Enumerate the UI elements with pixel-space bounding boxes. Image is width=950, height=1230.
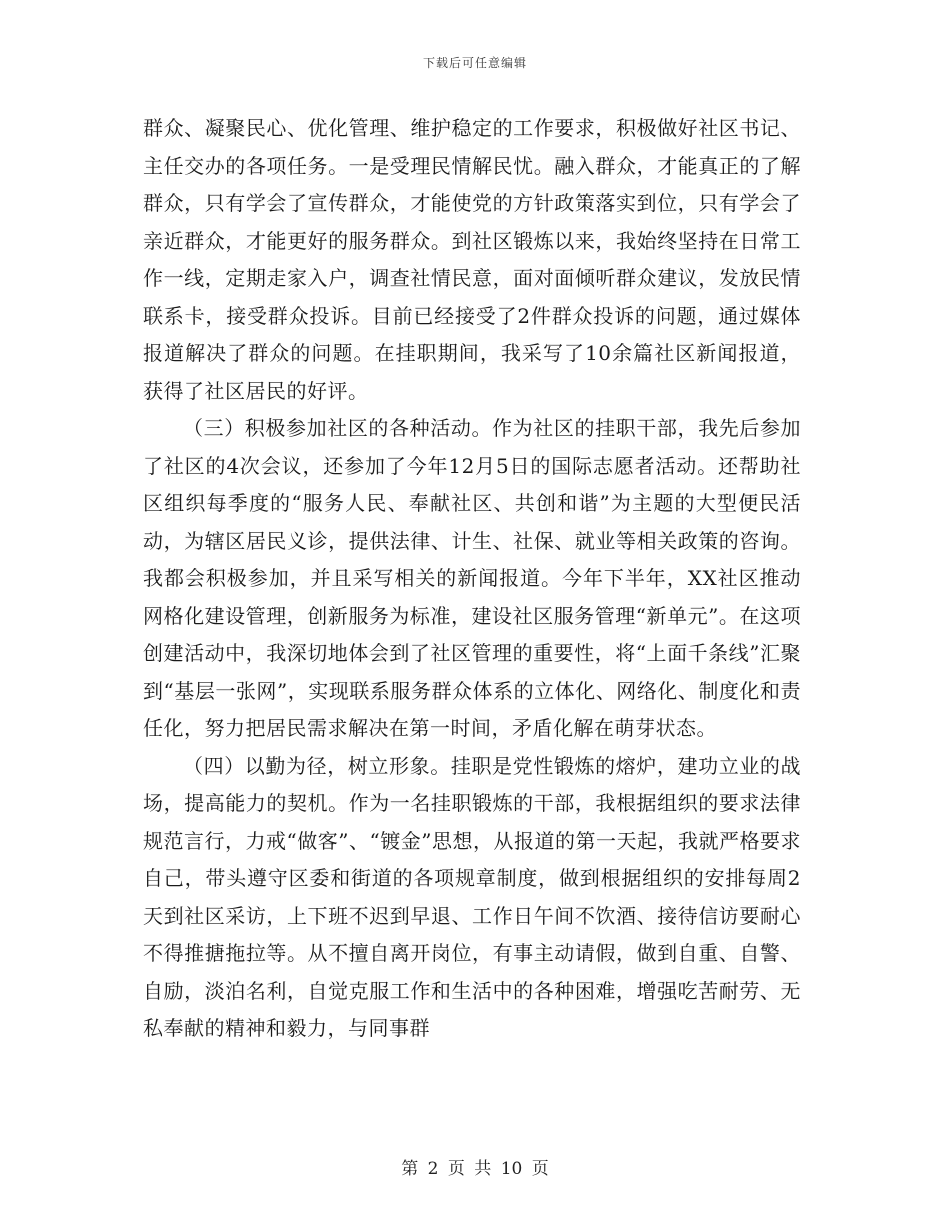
body-paragraph-3: （四）以勤为径，树立形象。挂职是党性锻炼的熔炉，建功立业的战场，提高能力的契机。作为一名挂职锻炼的干部，我根据组织的要求法律规范言行，力戒“做客”、“镀金”思想，从报道的第一天起，我就严格要求自己，带头遵守区委和街道的各项规章制度，做到根据组织的安排每周2天到社区采访，上下班不迟到早退、工作日午间不饮酒、接待信访要耐心不得推搪拖拉等。从不擅自离开岗位，有事主动请假，做到自重、自警、自励，淡泊名利，自觉克服工作和生活中的各种困难，增强吃苦耐劳、无私奉献的精神和毅力，与同事群 (143, 753, 801, 1040)
body-paragraph-2: （三）积极参加社区的各种活动。作为社区的挂职干部，我先后参加了社区的4次会议，还参加了今年12月5日的国际志愿者活动。还帮助社区组织每季度的“服务人民、奉献社区、共创和谐”为主题的大型便民活动，为辖区居民义诊，提供法律、计生、社保、就业等相关政策的咨询。我都会积极参加，并且采写相关的新闻报道。今年下半年，XX社区推动网格化建设管理，创新服务为标准，建设社区服务管理“新单元”。在这项创建活动中，我深切地体会到了社区管理的重要性，将“上面千条线”汇聚到“基层一张网”，实现联系服务群众体系的立体化、网络化、制度化和责任化，努力把居民需求解决在第一时间，矛盾化解在萌芽状态。 (143, 416, 801, 740)
body-paragraph-1: 群众、凝聚民心、优化管理、维护稳定的工作要求，积极做好社区书记、主任交办的各项任务。一是受理民情解民忧。融入群众，才能真正的了解群众，只有学会了宣传群众，才能使党的方针政策落实到位，只有学会了亲近群众，才能更好的服务群众。到社区锻炼以来，我始终坚持在日常工作一线，定期走家入户，调查社情民意，面对面倾听群众建议，发放民情联系卡，接受群众投诉。目前已经接受了2件群众投诉的问题，通过媒体报道解决了群众的问题。在挂职期间，我采写了10余篇社区新闻报道，获得了社区居民的好评。 (143, 116, 801, 403)
page-number-footer: 第 2 页 共 10 页 (401, 1159, 549, 1179)
document-body (143, 110, 801, 1048)
page-header: 下载后可任意编辑 (422, 56, 527, 70)
